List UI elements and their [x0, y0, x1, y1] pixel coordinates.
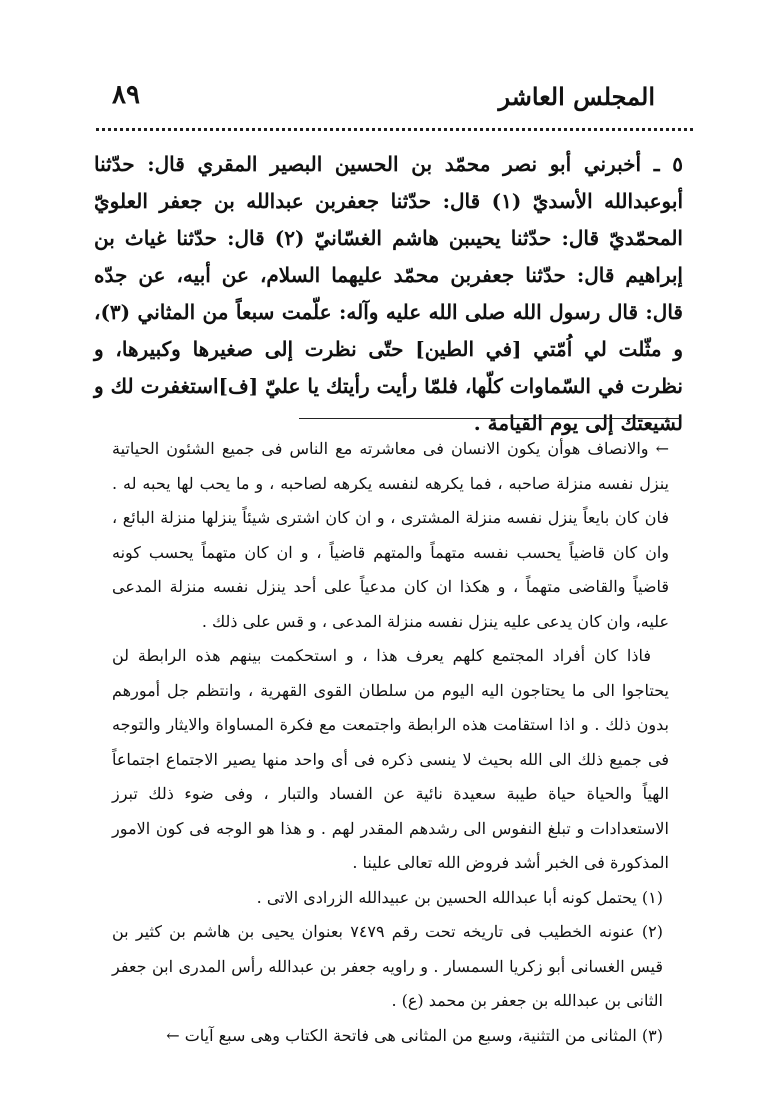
- running-header: [112, 80, 655, 126]
- chapter-title: المجلس العاشر: [498, 82, 655, 111]
- hadith-paragraph: ٥ ـ أخبرني أبو نصر محمّد بن الحسين البصير المقري قال: حدّثنا أبوعبدالله الأسديّ (١) قال: حدّثنا جعفربن عبدالله بن جعفر العلويّ المحمّديّ قال: حدّثنا يحيىبن هاشم الغسّانيّ (٢) قال: حدّثنا غياث بن إبراهيم قال: حدّثنا جعفربن محمّد عليهما السلام، عن أبيه، عن جدّه قال: قال رسول الله صلى الله عليه وآله: علّمت سبعاً من المثاني (٣)، و مثّلت لي اُمّتي [في الطين] حتّى نظرت إلى صغيرها وكبيرها، و نظرت في السّماوات كلّها، فلمّا رأيت رأيتك يا عليّ [ف]استغفرت لك و لشيعتك إلى يوم القيامة .: [94, 152, 683, 435]
- page-number: ٨٩: [112, 80, 140, 110]
- footnote-3: (٣) المثانى من التثنية، وسبع من المثانى هى فاتحة الكتاب وهى سبع آيات ←: [166, 1025, 663, 1045]
- hadith-text: [94, 146, 683, 442]
- commentary-paragraph-2: فاذا كان أفراد المجتمع كلهم يعرف هذا ، و استحكمت بينهم هذه الرابطة لن يحتاجوا الى ما يحتاجون اليه اليوم من سلطان القوى القهرية ، وانتظم جل أمورهم بدون ذلك . و اذا استقامت هذه الرابطة واجتمعت مع فكرة المساواة والايثار والتوجه فى جميع ذلك الى الله بحيث لا ينسى ذكره فى أى واحد منها يصير الاجتماع اجتماعاً الهياً والحياة حياة طيبة سعيدة نائية عن الفساد والتبار ، وفى ضوء ذلك تبرز الاستعدادات و تبلغ النفوس الى رشدهم المقدر لهم . و هذا هو الوجه فى كون الامور المذكورة فى الخبر أشد فروض الله تعالى علينا .: [112, 646, 669, 872]
- footnote-2: (٢) عنونه الخطيب فى تاريخه تحت رقم ٧٤٧٩ بعنوان يحيى بن هاشم بن كثير بن قيس الغسانى أبو زكريا السمسار . و راويه جعفر بن عبدالله رأس المدرى ابن جعفر الثانى بن عبدالله بن جعفر بن محمد (ع) .: [112, 922, 664, 1010]
- commentary-paragraph-1: ← والانصاف هوأن يكون الانسان فى معاشرته مع الناس فى جميع الشئون الحياتية ينزل نفسه منزلة صاحبه ، فما يكرهه لنفسه يكرهه لصاحبه ، و ما يحب لها يحبه له . فان كان بايعاً ينزل نفسه منزلة المشترى ، و ان كان اشترى شيئاً ينزلها منزلة البائع ، وان كان قاضياً يحسب نفسه متهماً والمتهم قاضياً ، و ان كان متهماً يحسب كونه قاضياً والقاضى متهماً ، و هكذا ان كان مدعياً على أحد ينزل نفسه منزلة المدعى عليه، وان كان يدعى عليه ينزل نفسه منزلة المدعى ، و قس على ذلك .: [112, 439, 670, 631]
- footnote-1: (١) يحتمل كونه أبا عبدالله الحسين بن عبيدالله الزرادى الاتى .: [256, 887, 663, 907]
- footnote-separator: [299, 418, 681, 419]
- footnotes: [112, 432, 669, 1053]
- header-dotted-rule: [96, 128, 693, 131]
